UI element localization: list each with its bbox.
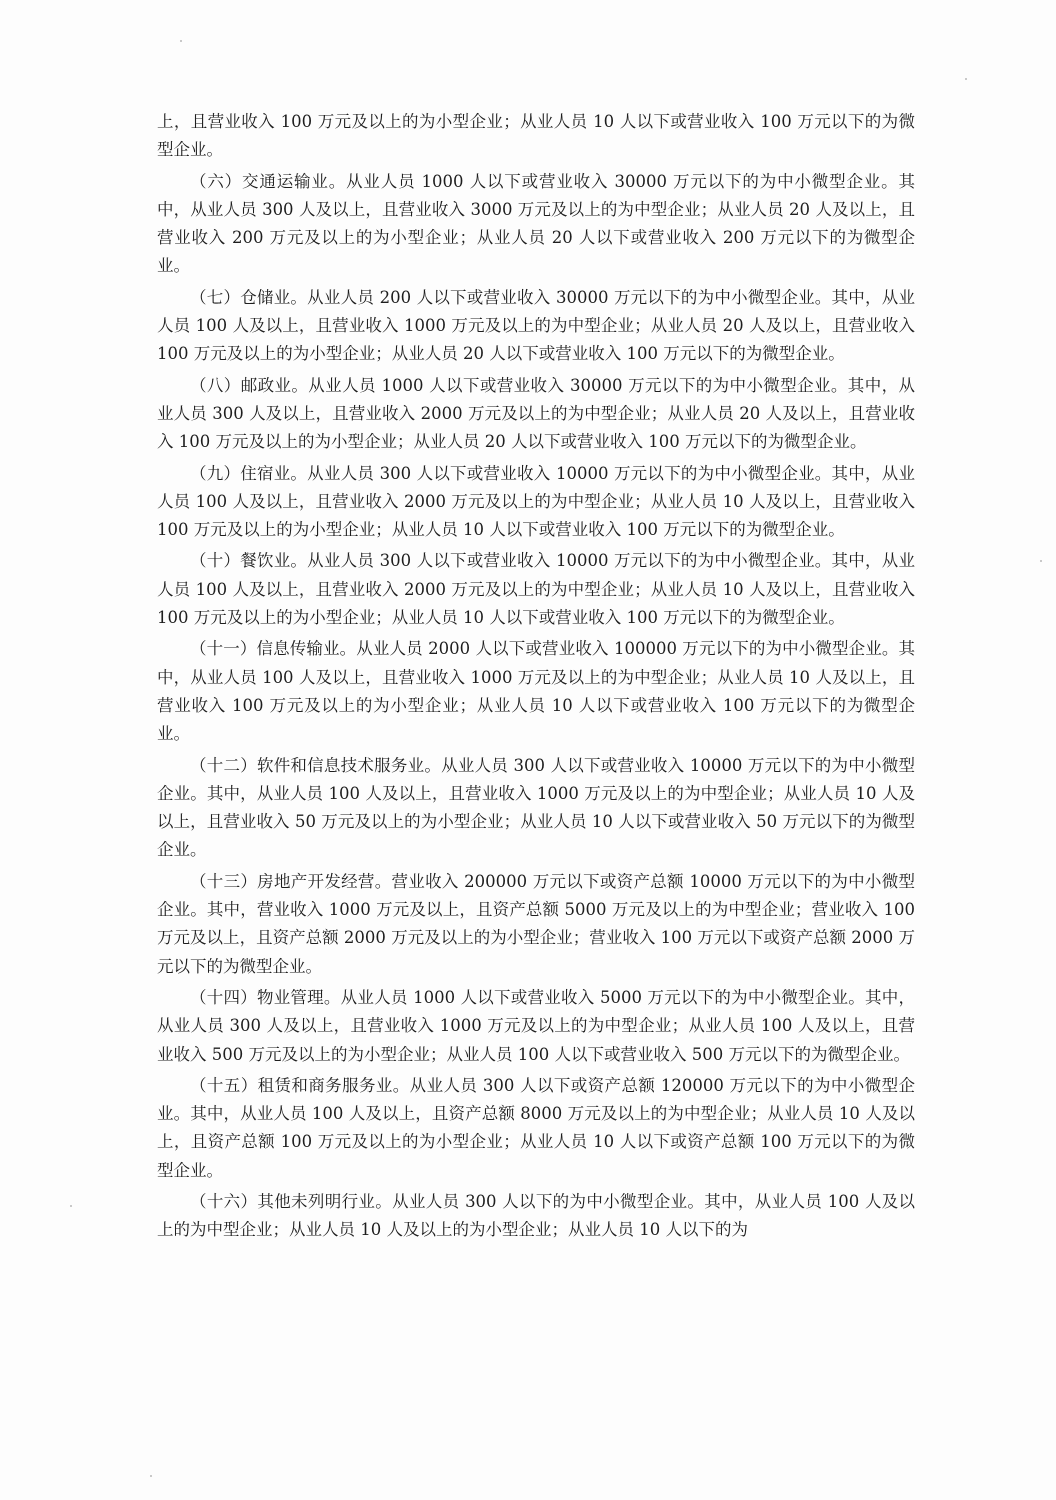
paragraph-real-estate: （十三）房地产开发经营。营业收入 200000 万元以下或资产总额 10000 万元以下的为中小微型企业。其中，营业收入 1000 万元及以上，且资产总额 5000 万元及以上的为中型企业；营业收入 100 万元及以上，且资产总额 2000 万元及以上的为小型企业；营业收入 100 万元以下或资产总额 2000 万元以下的为微型企业。 <box>157 871 915 976</box>
paragraph-catering: （十）餐饮业。从业人员 300 人以下或营业收入 10000 万元以下的为中小微型企业。其中，从业人员 100 人及以上，且营业收入 2000 万元及以上的为中型企业；从业人员 10 人及以上，且营业收入 100 万元及以上的为小型企业；从业人员 10 人以下或营业收入 100 万元以下的为微型企业。 <box>157 551 915 628</box>
document-body <box>157 108 915 1248</box>
paragraph-leasing-business: （十五）租赁和商务服务业。从业人员 300 人以下或资产总额 120000 万元以下的为中小微型企业。其中，从业人员 100 人及以上，且资产总额 8000 万元及以上的为中型企业；从业人员 10 人及以上，且资产总额 100 万元及以上的为小型企业；从业人员 10 人以下或资产总额 100 万元以下的为微型企业。 <box>157 1075 915 1180</box>
scan-speck <box>180 40 182 42</box>
paragraph-software-it: （十二）软件和信息技术服务业。从业人员 300 人以下或营业收入 10000 万元以下的为中小微型企业。其中，从业人员 100 人及以上，且营业收入 1000 万元及以上的为中型企业；从业人员 10 人及以上，且营业收入 50 万元及以上的为小型企业；从业人员 10 人以下或营业收入 50 万元以下的为微型企业。 <box>157 755 915 860</box>
scan-speck <box>965 78 967 80</box>
paragraph-other-industries: （十六）其他未列明行业。从业人员 300 人以下的为中小微型企业。其中，从业人员 100 人及以上的为中型企业；从业人员 10 人及以上的为小型企业；从业人员 10 人以下的为 <box>157 1191 915 1240</box>
paragraph-information-transmission: （十一）信息传输业。从业人员 2000 人以下或营业收入 100000 万元以下的为中小微型企业。其中，从业人员 100 人及以上，且营业收入 1000 万元及以上的为中型企业；从业人员 10 人及以上，且营业收入 100 万元及以上的为小型企业；从业人员 10 人以下或营业收入 100 万元以下的为微型企业。 <box>157 639 915 744</box>
paragraph-continuation: 上，且营业收入 100 万元及以上的为小型企业；从业人员 10 人以下或营业收入 100 万元以下的为微型企业。 <box>157 112 915 160</box>
paragraph-property-management: （十四）物业管理。从业人员 1000 人以下或营业收入 5000 万元以下的为中小微型企业。其中，从业人员 300 人及以上，且营业收入 1000 万元及以上的为中型企业；从业人员 100 人及以上，且营业收入 500 万元及以上的为小型企业；从业人员 100 人以下或营业收入 500 万元以下的为微型企业。 <box>157 987 915 1064</box>
scan-speck <box>1040 560 1042 562</box>
paragraph-postal: （八）邮政业。从业人员 1000 人以下或营业收入 30000 万元以下的为中小微型企业。其中，从业人员 300 人及以上，且营业收入 2000 万元及以上的为中型企业；从业人员 20 人及以上，且营业收入 100 万元及以上的为小型企业；从业人员 20 人以下或营业收入 100 万元以下的为微型企业。 <box>157 375 915 452</box>
paragraph-warehousing: （七）仓储业。从业人员 200 人以下或营业收入 30000 万元以下的为中小微型企业。其中，从业人员 100 人及以上，且营业收入 1000 万元及以上的为中型企业；从业人员 20 人及以上，且营业收入 100 万元及以上的为小型企业；从业人员 20 人以下或营业收入 100 万元以下的为微型企业。 <box>157 287 915 364</box>
scan-speck <box>150 1475 152 1477</box>
paragraph-transport: （六）交通运输业。从业人员 1000 人以下或营业收入 30000 万元以下的为中小微型企业。其中，从业人员 300 人及以上，且营业收入 3000 万元及以上的为中型企业；从业人员 20 人及以上，且营业收入 200 万元及以上的为小型企业；从业人员 20 人以下或营业收入 200 万元以下的为微型企业。 <box>157 171 915 276</box>
paragraph-accommodation: （九）住宿业。从业人员 300 人以下或营业收入 10000 万元以下的为中小微型企业。其中，从业人员 100 人及以上，且营业收入 2000 万元及以上的为中型企业；从业人员 10 人及以上，且营业收入 100 万元及以上的为小型企业；从业人员 10 人以下或营业收入 100 万元以下的为微型企业。 <box>157 463 915 540</box>
scan-speck <box>70 1205 72 1207</box>
